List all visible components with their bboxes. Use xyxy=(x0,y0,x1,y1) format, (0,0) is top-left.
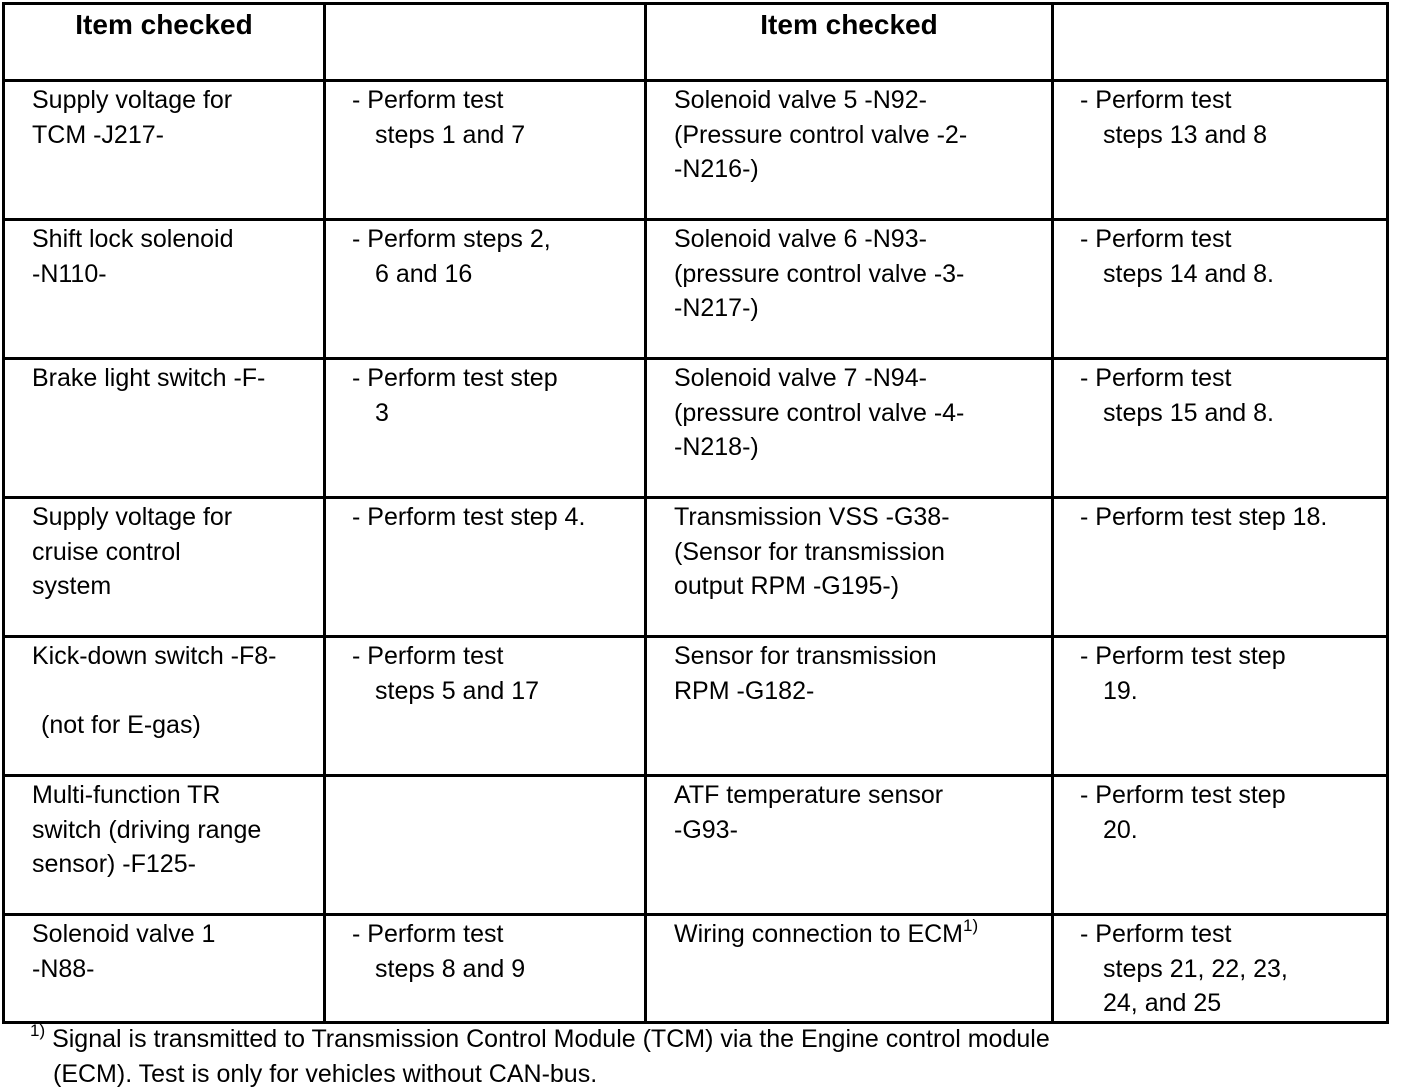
header-row xyxy=(4,4,1388,81)
cell-line: steps 15 and 8. xyxy=(1103,398,1274,427)
cell-line: steps 1 and 7 xyxy=(375,120,526,149)
cell-line xyxy=(32,674,323,709)
cell-line: (Pressure control valve -2- xyxy=(674,120,968,149)
cell-line: (not for E-gas) xyxy=(41,711,201,739)
cell-line: (pressure control valve -3- xyxy=(674,259,965,288)
action-cell xyxy=(325,220,646,359)
table-row xyxy=(4,220,1388,359)
item-checked-cell xyxy=(646,498,1053,637)
cell-line: Solenoid valve 5 -N92- xyxy=(674,86,927,114)
cell-line: Shift lock solenoid xyxy=(32,225,234,253)
item-checked-cell xyxy=(646,637,1053,776)
cell-line: - Perform steps 2, xyxy=(352,225,551,253)
cell-line: Supply voltage for xyxy=(32,503,233,531)
cell-line: steps 13 and 8 xyxy=(1103,120,1268,149)
cell-line: Brake light switch -F- xyxy=(32,364,266,392)
cell-line: - Perform test step xyxy=(1080,781,1286,809)
table-body xyxy=(4,81,1388,1023)
action-cell xyxy=(325,498,646,637)
cell-line: -N218-) xyxy=(674,433,759,461)
footnote-ref: 1) xyxy=(963,915,979,935)
cell-line: Multi-function TR xyxy=(32,781,221,809)
cell-line: output RPM -G195-) xyxy=(674,572,900,600)
cell-line: Solenoid valve 7 -N94- xyxy=(674,364,927,392)
cell-line: (Sensor for transmission xyxy=(674,537,945,566)
cell-line: Supply voltage for xyxy=(32,86,233,114)
footnote xyxy=(30,1022,1050,1092)
action-cell xyxy=(1053,637,1388,776)
cell-line: Solenoid valve 1 xyxy=(32,920,216,948)
action-cell xyxy=(1053,359,1388,498)
item-checked-cell xyxy=(4,220,325,359)
cell-line: RPM -G182- xyxy=(674,676,815,705)
action-cell xyxy=(325,359,646,498)
action-cell xyxy=(325,637,646,776)
action-cell xyxy=(325,915,646,1023)
action-cell xyxy=(1053,915,1388,1023)
cell-line: 19. xyxy=(1103,676,1138,705)
cell-line: cruise control xyxy=(32,537,181,566)
cell-line: - Perform test xyxy=(1080,225,1232,253)
action-cell xyxy=(1053,498,1388,637)
footnote-line-2: (ECM). Test is only for vehicles without CAN-bus. xyxy=(53,1060,598,1088)
table-row xyxy=(4,81,1388,220)
cell-line: -N216-) xyxy=(674,155,759,183)
cell-line: -N88- xyxy=(32,954,95,983)
header-blank-left xyxy=(325,4,646,81)
cell-line: - Perform test step xyxy=(1080,642,1286,670)
cell-line: switch (driving range xyxy=(32,815,262,844)
table-row xyxy=(4,776,1388,915)
action-cell xyxy=(1053,220,1388,359)
cell-line: ATF temperature sensor xyxy=(674,781,944,809)
cell-line: - Perform test xyxy=(1080,920,1232,948)
item-checked-cell xyxy=(646,220,1053,359)
action-cell xyxy=(1053,81,1388,220)
item-checked-cell xyxy=(646,81,1053,220)
cell-line: 6 and 16 xyxy=(375,259,473,288)
cell-line: steps 14 and 8. xyxy=(1103,259,1274,288)
cell-line: - Perform test xyxy=(1080,364,1232,392)
cell-line: -G93- xyxy=(674,815,738,844)
cell-line: Kick-down switch -F8- xyxy=(32,642,277,670)
cell-line: steps 5 and 17 xyxy=(375,676,540,705)
footnote-marker: 1) xyxy=(30,1020,46,1040)
table-row xyxy=(4,915,1388,1023)
footnote-line-1: Signal is transmitted to Transmission Control Module (TCM) via the Engine control module xyxy=(52,1025,1050,1053)
cell-line: TCM -J217- xyxy=(32,120,164,149)
cell-line: - Perform test step 4. xyxy=(352,503,586,531)
cell-line: - Perform test xyxy=(352,86,504,114)
cell-line: -N110- xyxy=(32,259,107,288)
cell-line: Solenoid valve 6 -N93- xyxy=(674,225,927,253)
cell-line: - Perform test step 18. xyxy=(1080,503,1328,531)
item-checked-cell xyxy=(646,915,1053,1023)
cell-line: - Perform test xyxy=(1080,86,1232,114)
item-checked-cell xyxy=(4,359,325,498)
test-steps-table xyxy=(2,2,1389,1024)
action-cell xyxy=(1053,776,1388,915)
cell-line: Wiring connection to ECM xyxy=(674,920,964,948)
item-checked-cell xyxy=(646,776,1053,915)
cell-line: 20. xyxy=(1103,815,1138,844)
item-checked-cell xyxy=(4,498,325,637)
table-row xyxy=(4,637,1388,776)
item-checked-cell xyxy=(4,637,325,776)
cell-line: (pressure control valve -4- xyxy=(674,398,965,427)
table-row xyxy=(4,498,1388,637)
header-item-checked-right: Item checked xyxy=(646,4,1053,81)
item-checked-cell xyxy=(4,776,325,915)
item-checked-cell xyxy=(646,359,1053,498)
cell-line: steps 8 and 9 xyxy=(375,954,526,983)
cell-line: - Perform test xyxy=(352,920,504,948)
cell-line: 24, and 25 xyxy=(1103,989,1222,1017)
header-item-checked-left: Item checked xyxy=(4,4,325,81)
cell-line: steps 21, 22, 23, xyxy=(1103,954,1288,983)
cell-line: - Perform test step xyxy=(352,364,558,392)
cell-line: Transmission VSS -G38- xyxy=(674,503,950,531)
item-checked-cell xyxy=(4,915,325,1023)
cell-line: - Perform test xyxy=(352,642,504,670)
table-row xyxy=(4,359,1388,498)
item-checked-cell xyxy=(4,81,325,220)
cell-line: sensor) -F125- xyxy=(32,850,196,878)
cell-line: system xyxy=(32,572,112,600)
header-blank-right xyxy=(1053,4,1388,81)
cell-line: -N217-) xyxy=(674,294,759,322)
action-cell xyxy=(325,81,646,220)
action-cell xyxy=(325,776,646,915)
cell-line: 3 xyxy=(375,398,389,427)
cell-line: Sensor for transmission xyxy=(674,642,937,670)
